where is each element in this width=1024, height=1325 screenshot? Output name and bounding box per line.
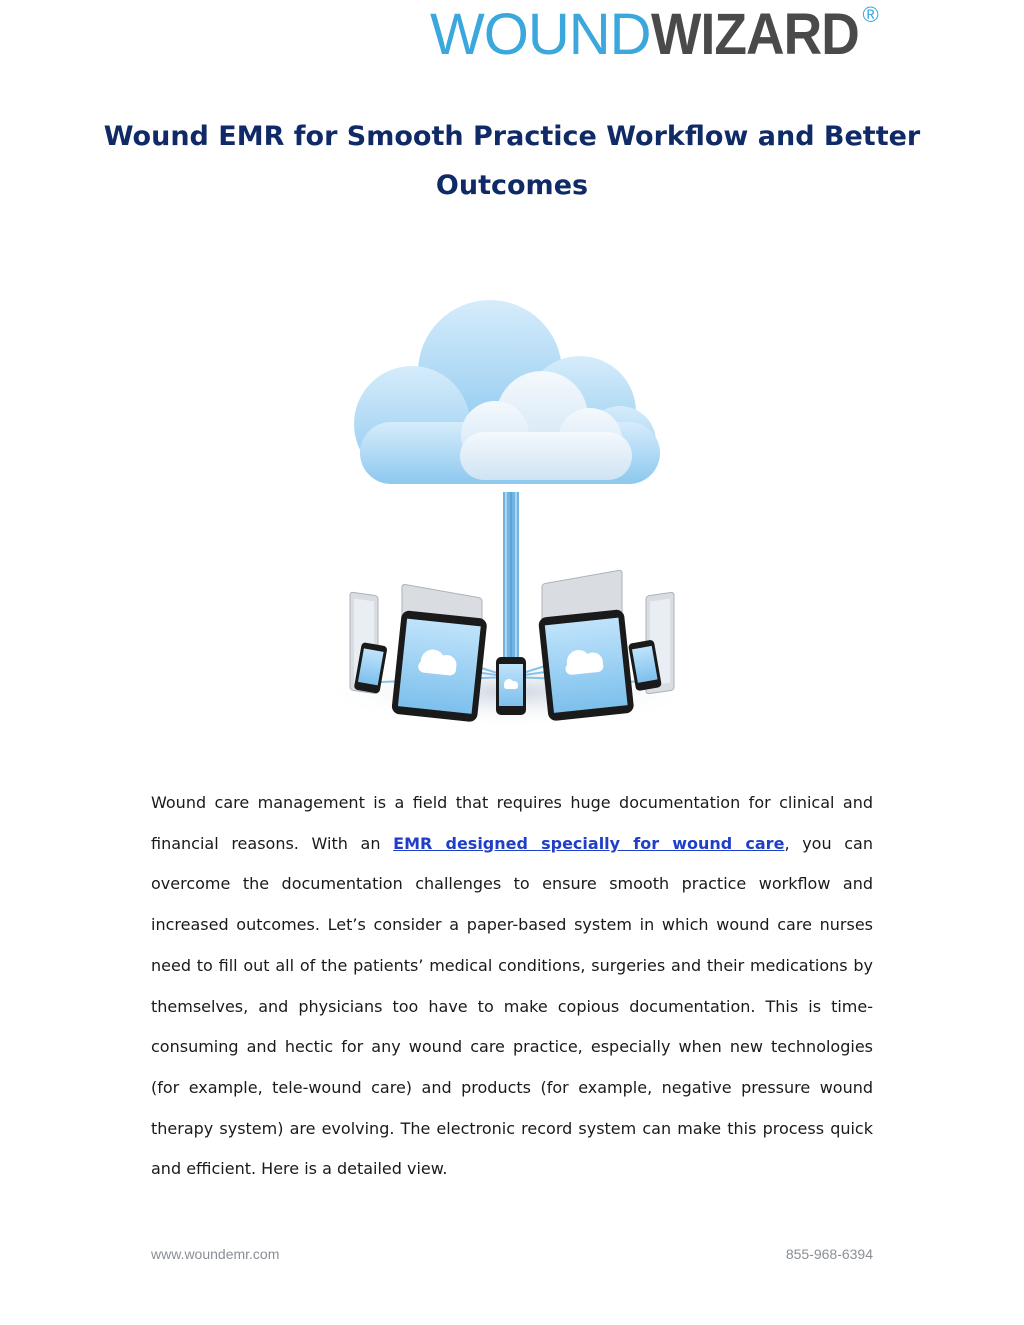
logo-wound-text: WOUND: [430, 2, 651, 67]
emr-wound-care-link[interactable]: EMR designed specially for wound care: [393, 833, 785, 853]
body-text-before-link: Wound care management is a field that requires huge documentation for clinical and financial reasons. With an: [151, 793, 873, 853]
footer-website: www.woundemr.com: [151, 1246, 280, 1262]
body-text-after-link: , you can overcome the documentation challenges to ensure smooth practice workflow and increased outcomes. Let’s consider a paper-based system in which wound care nurses need to fill out all of the patients’ medical conditions, surgeries and their medications by themselves, and physicians too have to make copious documentation. This is time-consuming and hectic for any wound care practice, especially when new technologies (for example, tele-wound care) and products (for example, negative pressure wound therapy system) are evolving. The electronic record system can make this process quick and efficient. Here is a detailed view.: [151, 833, 873, 1179]
body-paragraph: [151, 783, 873, 1190]
logo-wizard-text: WIZARD: [650, 2, 859, 67]
cloud-network-devices-icon: [310, 292, 714, 738]
footer-phone: 855-968-6394: [785, 1246, 873, 1262]
woundwizard-logo: [430, 2, 890, 68]
registered-mark: ®: [862, 2, 879, 27]
page-title: Wound EMR for Smooth Practice Workflow and Better Outcomes: [103, 121, 921, 201]
